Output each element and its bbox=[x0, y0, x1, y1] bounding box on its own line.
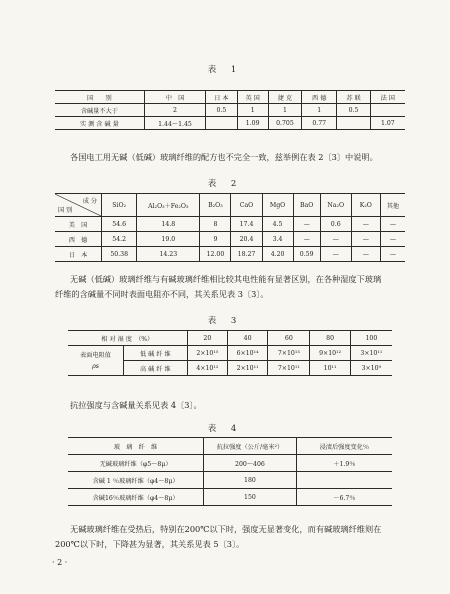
table-row bbox=[68, 489, 392, 506]
table1-cell: 实 测 含 碱 量 bbox=[55, 117, 144, 130]
table1-cell: 1 bbox=[302, 104, 337, 117]
table2-header-cell: BaO bbox=[293, 194, 320, 217]
table1-caption: 表 1 bbox=[207, 65, 243, 75]
table3-cell: 7×10¹¹ bbox=[268, 361, 310, 376]
table2-header-cell: Al₂O₃＋Fe₂O₃ bbox=[137, 194, 200, 217]
table1-cell: 1 bbox=[268, 104, 301, 117]
table2-cell: 14.8 bbox=[137, 217, 200, 232]
table2-cell: — bbox=[380, 232, 405, 247]
corner-label-bottom: 国 别 bbox=[58, 207, 73, 214]
table-row bbox=[68, 455, 392, 472]
table3-cell: 7×10¹³ bbox=[268, 346, 310, 361]
table4-header-cell: 浸渍后强度变化％ bbox=[296, 438, 392, 455]
table2-cell: 3.4 bbox=[262, 232, 293, 247]
table2-cell: 54.6 bbox=[102, 217, 137, 232]
table1-header-cell: 日 本 bbox=[206, 91, 237, 104]
table2-cell: 日 本 bbox=[55, 247, 102, 262]
paragraph-1: 各国电工用无碱（低碱）玻璃纤维的配方也不完全一致，兹举例在表 2〔3〕中说明。 bbox=[70, 152, 378, 162]
table1-header-cell: 法 国 bbox=[370, 91, 405, 104]
table2 bbox=[55, 193, 405, 262]
table2-cell: — bbox=[293, 217, 320, 232]
table2-cell: 8 bbox=[200, 217, 231, 232]
table2-cell: — bbox=[320, 247, 351, 262]
table2-cell: 50.38 bbox=[102, 247, 137, 262]
table2-cell: — bbox=[351, 247, 380, 262]
group-label-text: 表面电阻值 bbox=[80, 351, 111, 359]
table4-header-cell: 玻 璃 纤 维 bbox=[68, 438, 204, 455]
table3-cell: 9×10¹² bbox=[310, 346, 350, 361]
table2-cell: — bbox=[380, 247, 405, 262]
table3-caption: 表 3 bbox=[207, 316, 243, 326]
table2-cell: 9 bbox=[200, 232, 231, 247]
table2-header-cell: MgO bbox=[262, 194, 293, 217]
table3-cell: 6×10¹⁴ bbox=[227, 346, 267, 361]
table2-header-cell: 其他 bbox=[380, 194, 405, 217]
table3-group-label bbox=[68, 346, 124, 376]
table2-cell: 18.27 bbox=[231, 247, 262, 262]
table2-cell: 19.0 bbox=[137, 232, 200, 247]
table2-caption: 表 2 bbox=[207, 179, 243, 189]
table-row bbox=[68, 472, 392, 489]
table4-header-cell: 抗拉强度（公斤/毫米²） bbox=[204, 438, 297, 455]
table2-cell: 4.5 bbox=[262, 217, 293, 232]
table4 bbox=[68, 437, 392, 506]
table2-corner-cell bbox=[55, 194, 102, 217]
table2-cell: 0.6 bbox=[320, 217, 351, 232]
paragraph-2 bbox=[55, 272, 405, 302]
table1-cell bbox=[370, 104, 405, 117]
table3-header-label: 相 对 湿 度 （%） bbox=[68, 331, 187, 346]
table2-cell: 0.59 bbox=[293, 247, 320, 262]
table1-cell: 1.09 bbox=[237, 117, 268, 130]
table4-cell: 200～406 bbox=[204, 455, 297, 472]
group-label-symbol: ρs bbox=[92, 362, 99, 370]
table2-header-cell: B₂O₃ bbox=[200, 194, 231, 217]
table-row bbox=[68, 346, 392, 361]
table1-cell: 0.705 bbox=[268, 117, 301, 130]
table2-header-cell: CaO bbox=[231, 194, 262, 217]
table4-cell bbox=[296, 472, 392, 489]
table4-cell: 含碱 1 ％玻璃纤维（φ4～8μ） bbox=[68, 472, 204, 489]
corner-label-top: 成 分 bbox=[82, 198, 98, 205]
table2-cell: 14.23 bbox=[137, 247, 200, 262]
paragraph-4 bbox=[55, 522, 405, 552]
table1-cell: 含碱量不大于 bbox=[55, 104, 144, 117]
table1-header-cell: 西 德 bbox=[302, 91, 337, 104]
table1-header-cell: 国 别 bbox=[55, 91, 144, 104]
table2-cell: 美 国 bbox=[55, 217, 102, 232]
paragraph-2-line-1: 无碱（低碱）玻璃纤维与有碱玻璃纤维相比较其电性能有显著区别，在各种湿度下玻璃 bbox=[70, 274, 382, 284]
table3-header-cell: 40 bbox=[227, 331, 267, 346]
table2-cell: 西 德 bbox=[55, 232, 102, 247]
table4-cell: －6.7％ bbox=[296, 489, 392, 506]
table-row bbox=[55, 117, 405, 130]
table3-header-cell: 80 bbox=[310, 331, 350, 346]
table1-cell: 2 bbox=[144, 104, 206, 117]
table1-cell: 0.5 bbox=[337, 104, 370, 117]
table4-cell: ＋1.9％ bbox=[296, 455, 392, 472]
table4-cell: 含碱16％玻璃纤维（φ4～8μ） bbox=[68, 489, 204, 506]
table3-header-cell: 60 bbox=[268, 331, 310, 346]
table1-cell: 1.44～1.45 bbox=[144, 117, 206, 130]
table1-header-cell: 中 国 bbox=[144, 91, 206, 104]
table2-cell: — bbox=[351, 217, 380, 232]
table3-cell: 3×10⁹ bbox=[350, 361, 392, 376]
table3-header-cell: 100 bbox=[350, 331, 392, 346]
paragraph-4-line-1: 无碱玻璃纤维在受热后，特别在200℃以下时，强度无显著变化，而有碱玻璃纤维则在 bbox=[70, 524, 382, 534]
table1-cell: 0.5 bbox=[206, 104, 237, 117]
table-row bbox=[55, 232, 405, 247]
table3-cell: 3×10¹¹ bbox=[350, 346, 392, 361]
table2-cell: 17.4 bbox=[231, 217, 262, 232]
table2-cell: — bbox=[320, 232, 351, 247]
table2-cell: 4.20 bbox=[262, 247, 293, 262]
table2-cell: 12.00 bbox=[200, 247, 231, 262]
table2-cell: — bbox=[351, 232, 380, 247]
table2-header-cell: Na₂O bbox=[320, 194, 351, 217]
table3-cell: 高 碱 纤 维 bbox=[124, 361, 188, 376]
table4-cell: 无碱玻璃纤维（φ5～8μ） bbox=[68, 455, 204, 472]
table2-header-cell: SiO₂ bbox=[102, 194, 137, 217]
table1-header-cell: 苏 联 bbox=[337, 91, 370, 104]
table3-header-cell: 20 bbox=[187, 331, 227, 346]
paragraph-4-line-2: 200℃以下时，下降甚为显著，其关系见表 5〔3〕。 bbox=[55, 539, 245, 549]
table2-cell: 20.4 bbox=[231, 232, 262, 247]
table-row bbox=[55, 247, 405, 262]
page-number: · 2 · bbox=[52, 558, 68, 567]
paragraph-3: 抗拉强度与含碱量关系见表 4〔3〕。 bbox=[70, 400, 202, 410]
table2-cell: 54.2 bbox=[102, 232, 137, 247]
table1-cell bbox=[337, 117, 370, 130]
table1-cell bbox=[206, 117, 237, 130]
table1-cell: 0.77 bbox=[302, 117, 337, 130]
table1-header-cell: 捷 克 bbox=[268, 91, 301, 104]
table1-header-cell: 英 国 bbox=[237, 91, 268, 104]
table3-cell: 10¹¹ bbox=[310, 361, 350, 376]
table2-cell: — bbox=[380, 217, 405, 232]
paragraph-2-line-2: 纤维的含碱量不同时表面电阻亦不同，其关系见表 3〔3〕。 bbox=[55, 289, 269, 299]
table2-cell: — bbox=[293, 232, 320, 247]
table4-caption: 表 4 bbox=[207, 424, 243, 434]
table-row bbox=[55, 104, 405, 117]
table3-cell: 2×10¹⁵ bbox=[187, 346, 227, 361]
table4-cell: 150 bbox=[204, 489, 297, 506]
table3-cell: 2×10¹¹ bbox=[227, 361, 267, 376]
table3-cell: 低 碱 纤 维 bbox=[124, 346, 188, 361]
table3-cell: 4×10¹² bbox=[187, 361, 227, 376]
table1-cell: 1 bbox=[237, 104, 268, 117]
table1 bbox=[55, 90, 405, 130]
table3 bbox=[68, 330, 392, 376]
table1-cell: 1.07 bbox=[370, 117, 405, 130]
table-row bbox=[55, 217, 405, 232]
table2-header-cell: K₂O bbox=[351, 194, 380, 217]
table4-cell: 180 bbox=[204, 472, 297, 489]
